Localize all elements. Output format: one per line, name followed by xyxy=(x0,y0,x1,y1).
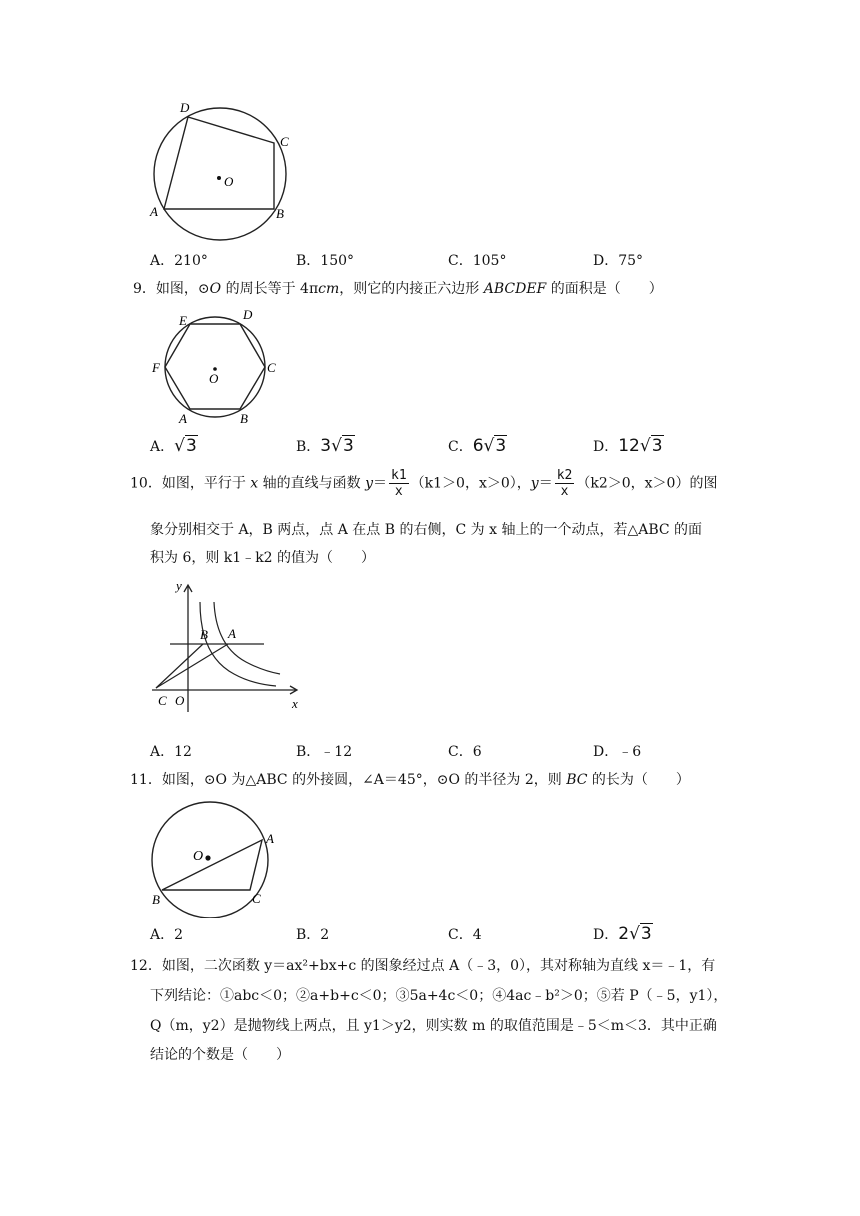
q11-stem: 11．如图，⊙O 为△ABC 的外接圆，∠A＝45°，⊙O 的半径为 2，则 BC 的长为（ ） xyxy=(130,772,690,788)
q10-segment-CB xyxy=(156,644,203,688)
q9-option-c: C．6√3 xyxy=(448,436,507,456)
q11-label-B: B xyxy=(152,892,160,907)
q9-stem: 9．如图，⊙O 的周长等于 4πcm，则它的内接正六边形 ABCDEF 的面积是（ ） xyxy=(133,281,663,297)
q10-option-a: A．12 xyxy=(150,744,192,760)
q9-label-C: C xyxy=(267,360,276,375)
q8-label-A: A xyxy=(150,204,158,219)
q11-option-d: D．2√3 xyxy=(593,924,652,944)
q10-figure xyxy=(148,576,308,714)
q10-segment-CA xyxy=(156,644,228,688)
q12-line-2: 下列结论：①abc＜0；②a+b+c＜0；③5a+4c＜0；④4ac﹣b²＞0；⑤若 P（﹣5，y1）， xyxy=(150,988,728,1004)
q9-option-a: A．√3 xyxy=(150,436,197,456)
q8-label-C: C xyxy=(280,134,289,149)
q9-label-E: E xyxy=(179,313,187,328)
q11-figure xyxy=(148,798,284,918)
q9-option-b: B．3√3 xyxy=(296,436,354,456)
q11-label-O: O xyxy=(193,849,204,864)
q8-label-B: B xyxy=(276,206,284,221)
q12-line-4: 结论的个数是（ ） xyxy=(150,1047,290,1063)
q10-option-b: B．﹣12 xyxy=(296,744,353,760)
q10-label-y: y xyxy=(176,578,182,593)
q8-option-d: D．75° xyxy=(593,253,644,269)
q8-center-dot xyxy=(217,176,221,180)
q10-fraction-1: $\frac{k1}{x}$ xyxy=(391,468,407,499)
q10-label-B: B xyxy=(200,627,208,642)
q8-figure xyxy=(148,98,298,246)
q8-label-D: D xyxy=(180,100,190,115)
q11-triangle xyxy=(162,840,262,890)
q10-option-c: C．6 xyxy=(448,744,482,760)
q11-circle xyxy=(152,802,268,918)
q12-line-3: Q（m，y2）是抛物线上两点，且 y1＞y2，则实数 m 的取值范围是﹣5＜m＜3．其中正确 xyxy=(150,1018,717,1034)
q9-label-A: A xyxy=(179,411,187,426)
q9-label-F: F xyxy=(152,360,160,375)
q8-option-b: B．150° xyxy=(296,253,355,269)
q9-option-d: D．12√3 xyxy=(593,436,663,456)
q10-label-A: A xyxy=(228,626,236,641)
q11-option-c: C．4 xyxy=(448,927,482,943)
q11-label-A: A xyxy=(266,831,274,846)
q9-hexagon xyxy=(165,324,265,409)
q9-figure xyxy=(148,305,284,429)
q10-curve-k1 xyxy=(214,602,280,674)
q10-fraction-2: $\frac{k2}{x}$ xyxy=(556,468,573,499)
q10-line-1: 10．如图，平行于 x 轴的直线与函数 y＝ $\frac{k1}{x}$ （k1＞0，x＞0），y＝ $\frac{k2}{x}$ （k2＞0，x＞0）的图 xyxy=(130,468,718,499)
q12-line-1: 12．如图，二次函数 y＝ax²+bx+c 的图象经过点 A（﹣3，0），其对称轴为直线 x＝﹣1，有 xyxy=(130,958,716,974)
q8-option-c: C．105° xyxy=(448,253,507,269)
q10-label-C: C xyxy=(158,693,167,708)
q11-label-C: C xyxy=(252,891,261,906)
q9-circle xyxy=(165,317,265,417)
q10-option-d: D．﹣6 xyxy=(593,744,642,760)
q8-label-O: O xyxy=(224,174,234,189)
q9-label-O: O xyxy=(209,371,219,386)
q10-label-x: x xyxy=(292,696,298,711)
q11-option-a: A．2 xyxy=(150,927,184,943)
q9-label-B: B xyxy=(240,411,248,426)
q10-label-O: O xyxy=(175,693,185,708)
q10-line-2: 象分别相交于 A，B 两点，点 A 在点 B 的右侧，C 为 x 轴上的一个动点，若△ABC 的面 xyxy=(150,522,703,538)
q10-line-3: 积为 6，则 k1﹣k2 的值为（ ） xyxy=(150,550,376,566)
q8-option-a: A．210° xyxy=(150,253,208,269)
q11-center-dot xyxy=(205,855,210,860)
q11-option-b: B．2 xyxy=(296,927,330,943)
q9-label-D: D xyxy=(243,307,253,322)
q8-quadrilateral xyxy=(164,117,274,209)
